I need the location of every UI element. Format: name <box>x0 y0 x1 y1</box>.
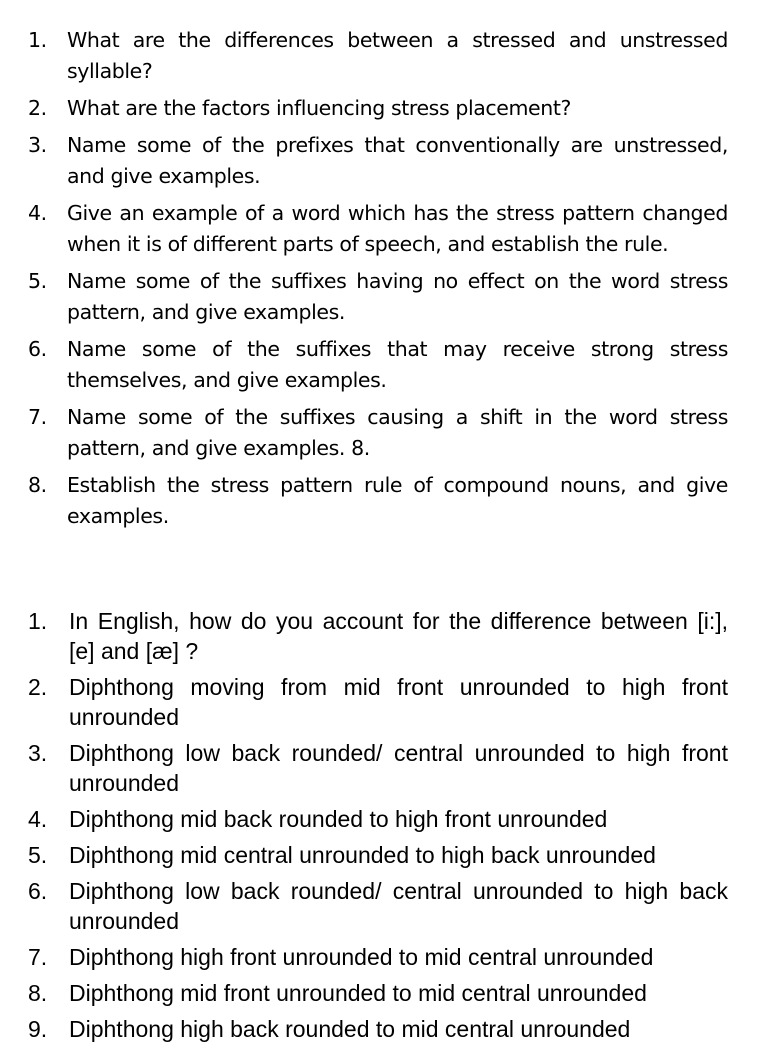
item-text: Name some of the suffixes having no effect on the word stress pattern, and give examples. <box>67 269 728 324</box>
list-item <box>28 876 728 936</box>
list-item <box>28 25 728 87</box>
item-text: Name some of the suffixes causing a shift in the word stress pattern, and give examples. 8. <box>67 405 728 460</box>
item-number: 8. <box>28 473 47 497</box>
item-text: Diphthong mid central unrounded to high back unrounded <box>69 842 656 868</box>
item-text: Diphthong mid back rounded to high front unrounded <box>69 806 608 832</box>
list-item <box>28 198 728 260</box>
item-text: Diphthong high back rounded to mid central unrounded <box>69 1016 631 1042</box>
item-number: 5. <box>28 269 47 293</box>
item-text: Name some of the suffixes that may receive strong stress themselves, and give examples. <box>67 337 728 392</box>
list-item <box>28 266 728 328</box>
item-number: 4. <box>28 806 48 832</box>
item-text: Diphthong low back rounded/ central unrounded to high front unrounded <box>69 740 728 796</box>
list-item <box>28 606 728 666</box>
list-item <box>28 840 728 870</box>
item-text: Give an example of a word which has the stress pattern changed when it is of different parts of speech, and establish the rule. <box>67 201 728 256</box>
item-number: 6. <box>28 878 48 904</box>
list-item <box>28 672 728 732</box>
item-text: Diphthong moving from mid front unrounded to high front unrounded <box>69 674 728 730</box>
item-number: 1. <box>28 608 48 634</box>
item-number: 5. <box>28 842 48 868</box>
list-item <box>28 1014 728 1044</box>
item-text: Name some of the prefixes that conventionally are unstressed, and give examples. <box>67 133 728 188</box>
vowel-questions-list <box>28 606 728 1050</box>
item-number: 3. <box>28 133 47 157</box>
item-number: 1. <box>28 28 47 52</box>
item-number: 7. <box>28 944 48 970</box>
item-text: What are the differences between a stressed and unstressed syllable? <box>67 28 728 83</box>
list-item <box>28 130 728 192</box>
item-number: 4. <box>28 201 47 225</box>
stress-questions-list <box>28 25 728 538</box>
item-number: 7. <box>28 405 47 429</box>
item-number: 9. <box>28 1016 48 1042</box>
item-text: Diphthong low back rounded/ central unrounded to high back unrounded <box>69 878 728 934</box>
item-text: In English, how do you account for the difference between [i:], [e] and [æ] ? <box>69 608 728 664</box>
list-item <box>28 738 728 798</box>
list-item <box>28 978 728 1008</box>
item-text: Diphthong mid front unrounded to mid central unrounded <box>69 980 647 1006</box>
item-text: Diphthong high front unrounded to mid central unrounded <box>69 944 654 970</box>
item-number: 2. <box>28 674 48 700</box>
list-item <box>28 804 728 834</box>
item-text: Establish the stress pattern rule of compound nouns, and give examples. <box>67 473 728 528</box>
list-item <box>28 942 728 972</box>
list-item <box>28 334 728 396</box>
item-number: 3. <box>28 740 48 766</box>
item-text: What are the factors influencing stress placement? <box>67 96 571 120</box>
list-item <box>28 93 728 124</box>
list-item <box>28 470 728 532</box>
item-number: 2. <box>28 96 47 120</box>
list-item <box>28 402 728 464</box>
item-number: 6. <box>28 337 47 361</box>
item-number: 8. <box>28 980 48 1006</box>
